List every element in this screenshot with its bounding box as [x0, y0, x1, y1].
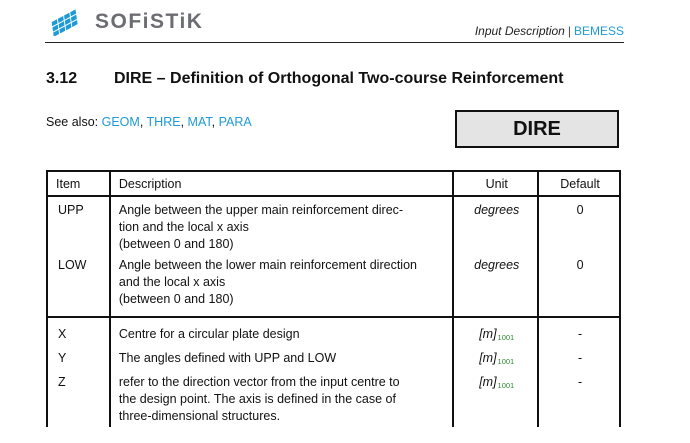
description-line: refer to the direction vector from the input centre to [118, 375, 400, 389]
description-cell [110, 196, 453, 255]
see-also-label: See also: [46, 115, 99, 129]
sofistik-logo-icon [45, 8, 89, 36]
unit-value: [m] [479, 351, 497, 365]
keyword-box: DIRE [455, 110, 619, 148]
unit-subscript: 1001 [497, 333, 515, 342]
column-header-description: Description [110, 171, 453, 196]
description-cell [110, 348, 453, 372]
description-line: tion and the local x axis [118, 220, 249, 234]
sofistik-logo [45, 8, 203, 36]
link-thre[interactable]: THRE [146, 115, 181, 129]
table-header-row [47, 171, 620, 196]
description-cell [110, 255, 453, 317]
description-line: The angles defined with UPP and LOW [118, 351, 337, 365]
unit-cell [453, 348, 538, 372]
link-para[interactable]: PARA [218, 115, 252, 129]
link-separator: , [180, 115, 185, 129]
section-heading [46, 70, 564, 88]
default-cell: - [538, 372, 620, 427]
table-row [47, 348, 620, 372]
table-row [47, 372, 620, 427]
header-doc-info [475, 24, 624, 38]
unit-subscript: 1001 [497, 357, 515, 366]
unit-cell: degrees [453, 196, 538, 255]
description-line: and the local x axis [118, 275, 226, 289]
doc-title: Input Description [474, 24, 565, 38]
description-line: Angle between the upper main reinforcement direc- [118, 203, 404, 217]
unit-subscript: 1001 [497, 381, 515, 390]
column-header-unit: Unit [453, 171, 538, 196]
description-cell [110, 372, 453, 427]
description-line: Centre for a circular plate design [118, 327, 300, 341]
link-geom[interactable]: GEOM [101, 115, 140, 129]
description-line: the design point. The axis is defined in the case of [118, 392, 396, 406]
default-cell: 0 [538, 196, 620, 255]
description-line: (between 0 and 180) [118, 292, 234, 306]
column-header-default: Default [538, 171, 620, 196]
section-number: 3.12 [46, 70, 78, 87]
default-cell: - [538, 317, 620, 348]
description-line: Angle between the lower main reinforcement direction [118, 258, 417, 272]
logo-text: SOFiSTiK [95, 10, 204, 33]
description-line: (between 0 and 180) [118, 237, 234, 251]
default-cell: - [538, 348, 620, 372]
link-separator: , [139, 115, 144, 129]
section-title: DIRE – Definition of Orthogonal Two-course Reinforcement [114, 70, 564, 87]
link-separator: , [211, 115, 216, 129]
link-mat[interactable]: MAT [187, 115, 212, 129]
unit-value: [m] [479, 327, 497, 341]
item-cell: LOW [47, 255, 110, 317]
unit-cell: degrees [453, 255, 538, 317]
unit-value: [m] [479, 375, 497, 389]
unit-cell [453, 372, 538, 427]
item-cell: Z [47, 372, 110, 427]
see-also [46, 115, 252, 129]
table-row [47, 196, 620, 255]
item-cell: UPP [47, 196, 110, 255]
header-separator: | [567, 24, 571, 38]
column-header-item: Item [47, 171, 110, 196]
description-line: three-dimensional structures. [118, 409, 281, 423]
item-cell: X [47, 317, 110, 348]
unit-cell [453, 317, 538, 348]
description-cell [110, 317, 453, 348]
doc-name: BEMESS [573, 24, 624, 38]
table-row [47, 255, 620, 317]
page-header [45, 6, 624, 43]
default-cell: 0 [538, 255, 620, 317]
item-cell: Y [47, 348, 110, 372]
parameter-table [46, 170, 621, 427]
table-row [47, 317, 620, 348]
